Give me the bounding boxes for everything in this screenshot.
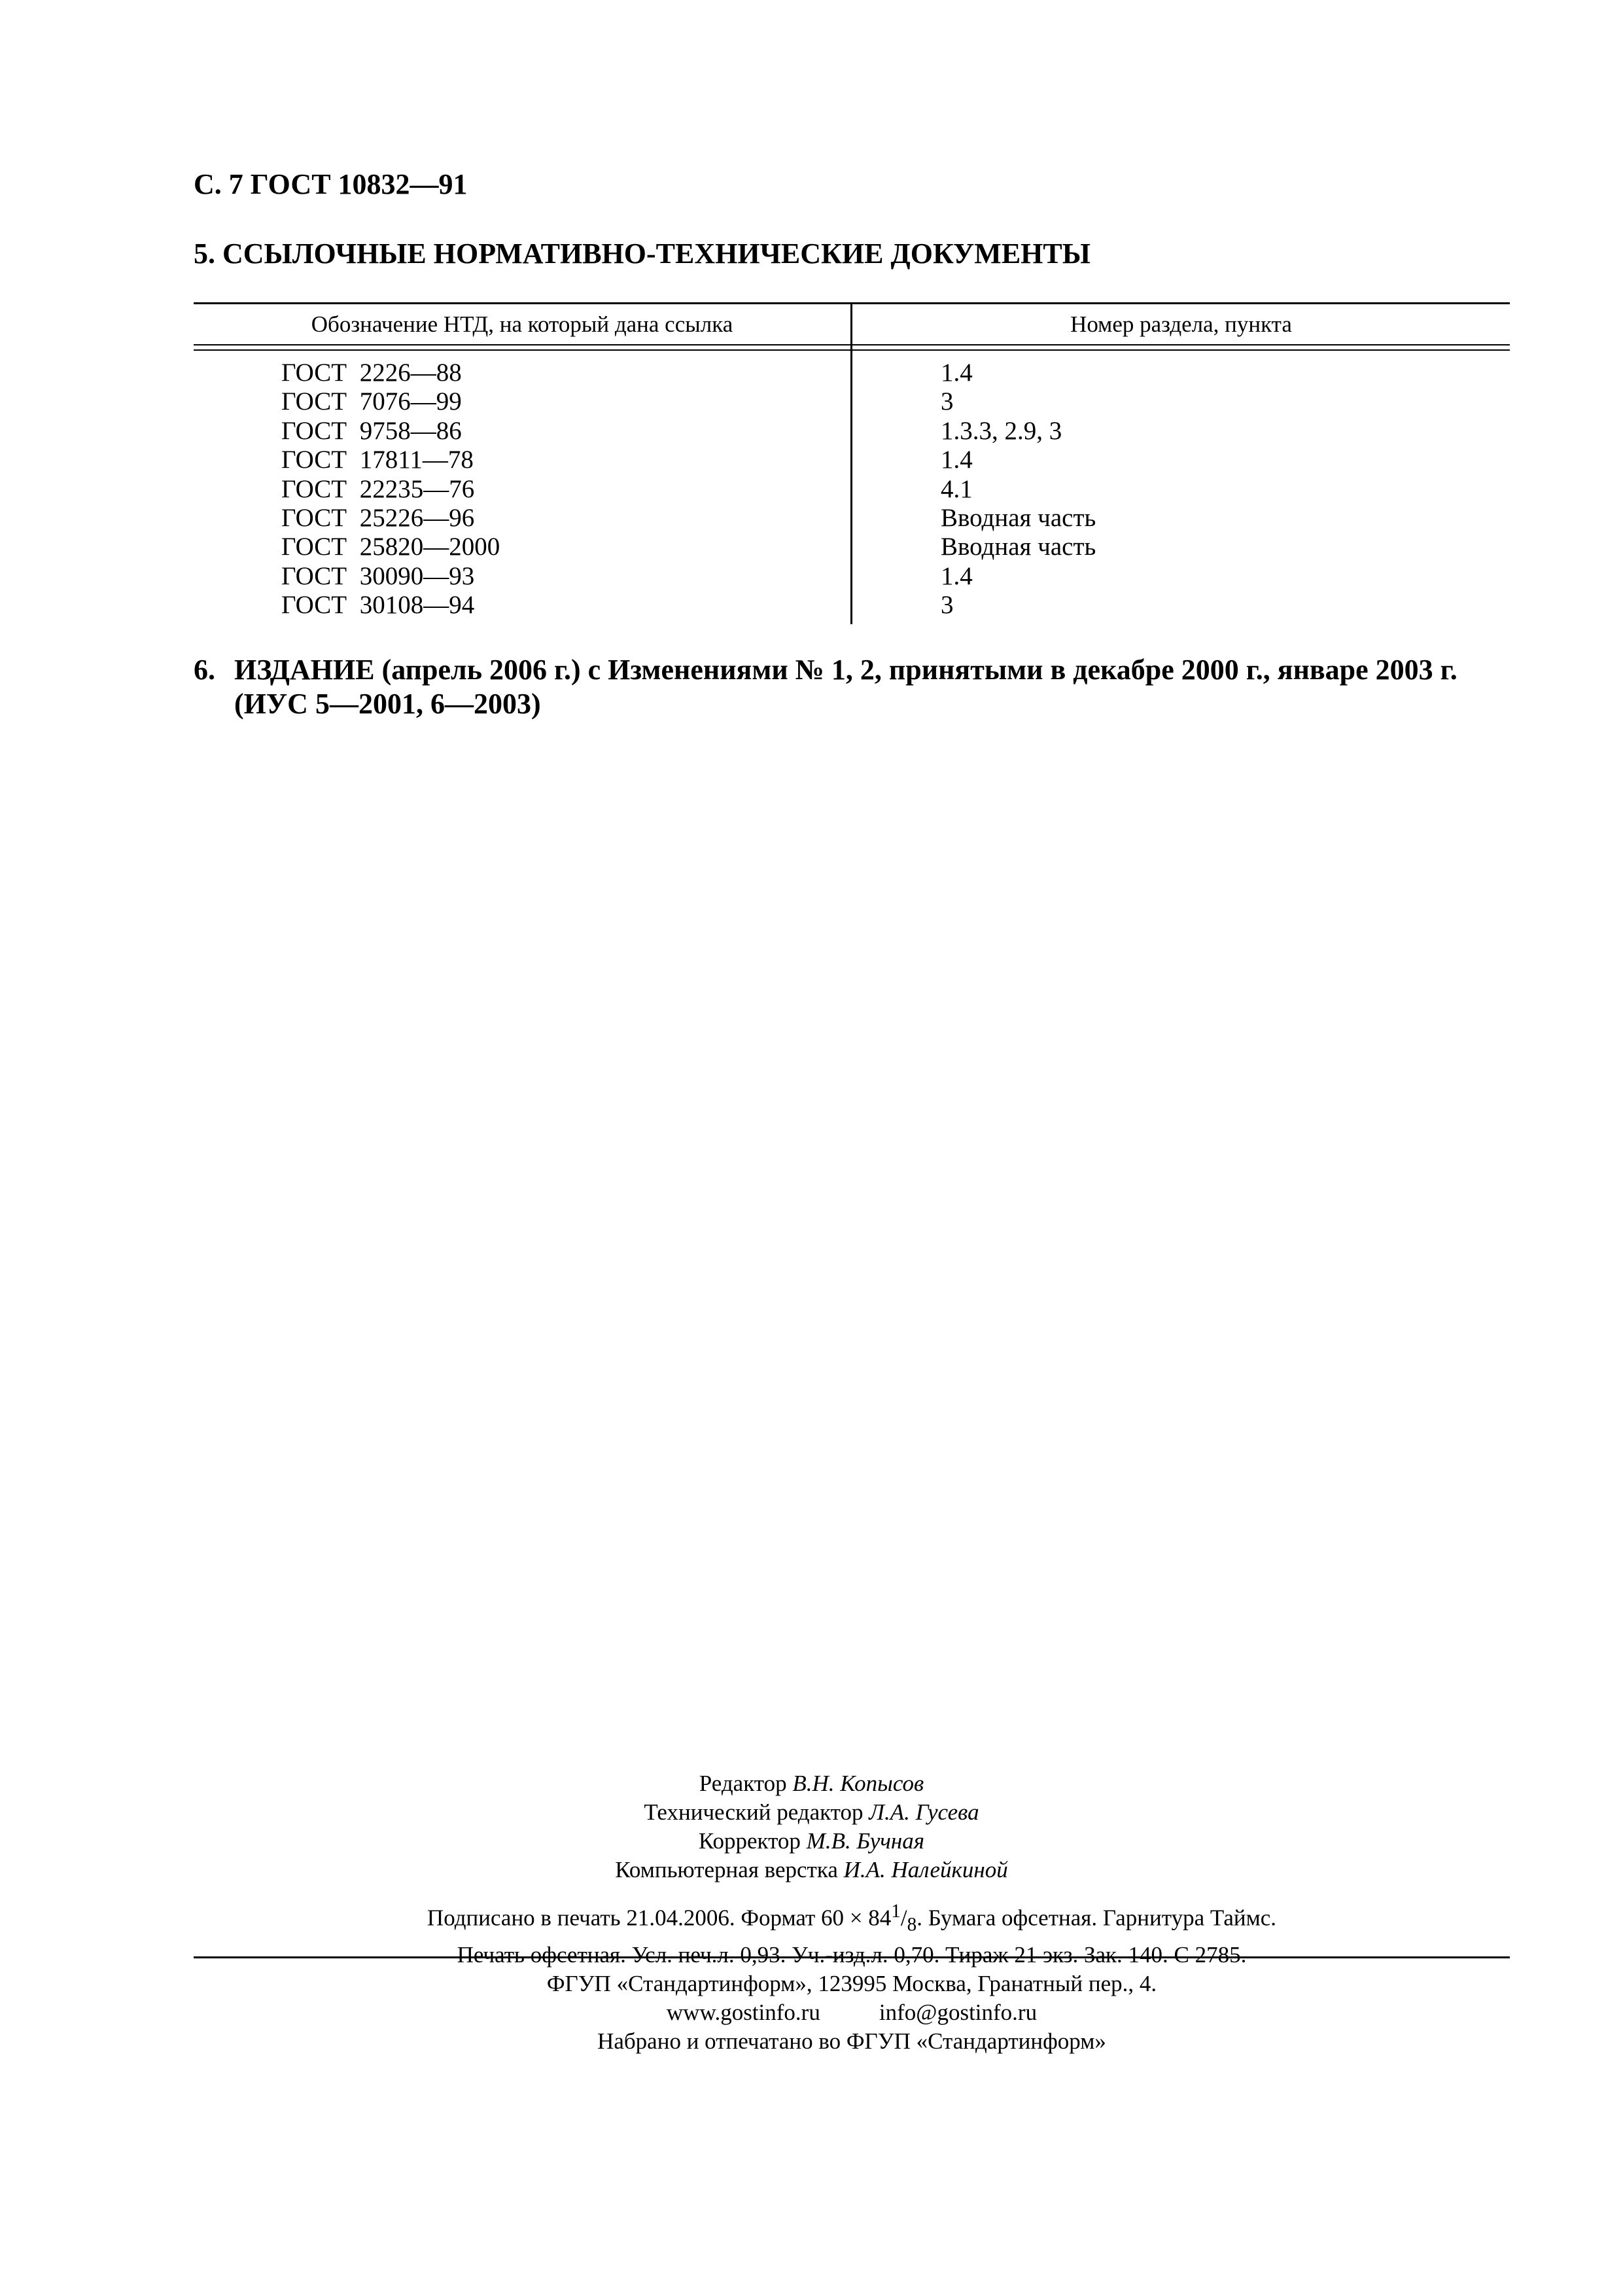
table-row (194, 359, 1510, 387)
section-reference: 1.4 (941, 359, 973, 387)
footer-rule (194, 1956, 1510, 1958)
reference-documents-table (194, 302, 1510, 624)
publisher-website[interactable]: www.gostinfo.ru (666, 2000, 820, 2025)
document-designation: ГОСТ 25820—2000 (281, 533, 500, 561)
credit-name: Л.А. Гусева (869, 1799, 979, 1825)
table-row (194, 504, 1510, 533)
print-info-line-2: Печать офсетная. Усл. печ.л. 0,93. Уч.-изд.л. 0,70. Тираж 21 экз. Зак. 140. С 2785. (457, 1941, 1247, 1968)
publisher-address: ФГУП «Стандартинформ», 123995 Москва, Гранатный пер., 4. (546, 1971, 1157, 1996)
section-reference: 4.1 (941, 474, 973, 503)
section-reference: 3 (941, 591, 954, 620)
document-designation: ГОСТ 17811—78 (281, 446, 474, 474)
section-5-title: 5. ССЫЛОЧНЫЕ НОРМАТИВНО-ТЕХНИЧЕСКИЕ ДОКУМЕНТЫ (194, 238, 1091, 270)
column-header-document: Обозначение НТД, на который дана ссылка (311, 311, 733, 337)
publisher-printed-by: Набрано и отпечатано во ФГУП «Стандартинформ» (597, 2028, 1106, 2054)
document-designation: ГОСТ 30108—94 (281, 591, 475, 620)
section-reference: Вводная часть (941, 533, 1096, 561)
credit-layout (0, 1856, 1623, 1884)
credit-name: М.В. Бучная (806, 1828, 925, 1854)
document-designation: ГОСТ 2226—88 (281, 359, 462, 387)
document-designation: ГОСТ 22235—76 (281, 474, 475, 503)
table-body (194, 359, 1510, 620)
section-reference: 3 (941, 387, 954, 416)
table-row (194, 387, 1510, 416)
section-reference: 1.4 (941, 446, 973, 474)
print-info-line-1 (194, 1896, 1510, 1940)
credit-role: Корректор (698, 1828, 801, 1854)
document-designation: ГОСТ 9758—86 (281, 416, 462, 445)
document-designation: ГОСТ 25226—96 (281, 503, 475, 532)
section-reference: 1.4 (941, 561, 973, 590)
credit-role: Технический редактор (644, 1799, 864, 1825)
section-6-text: ИЗДАНИЕ (апрель 2006 г.) с Изменениями № 1, 2, принятыми в декабре 2000 г., январе 2003 г. (ИУС 5—2001, 6—2003) (234, 654, 1457, 720)
credit-name: В.Н. Копысов (792, 1771, 924, 1796)
publisher-contacts (194, 1998, 1510, 2027)
format-fraction-denominator: 8 (907, 1914, 917, 1935)
document-designation: ГОСТ 30090—93 (281, 561, 475, 590)
section-6-number: 6. (194, 654, 215, 686)
credit-role: Редактор (699, 1771, 787, 1796)
section-reference: 1.3.3, 2.9, 3 (941, 416, 1062, 445)
section-6-edition (194, 653, 1522, 721)
credit-role: Компьютерная верстка (615, 1857, 838, 1882)
credit-proofreader (0, 1827, 1623, 1856)
table-row (194, 446, 1510, 474)
format-fraction-slash: / (900, 1905, 907, 1931)
table-row (194, 475, 1510, 504)
credit-tech-editor (0, 1798, 1623, 1827)
table-row (194, 591, 1510, 620)
document-designation: ГОСТ 7076—99 (281, 387, 462, 416)
print-paper-text: . Бумага офсетная. Гарнитура Таймс. (916, 1905, 1277, 1931)
format-fraction-numerator: 1 (891, 1901, 901, 1922)
publisher-email[interactable]: info@gostinfo.ru (879, 2000, 1038, 2025)
credit-name: И.А. Налейкиной (843, 1857, 1008, 1882)
print-format-text: Подписано в печать 21.04.2006. Формат 60 × 84 (427, 1905, 892, 1931)
print-information (194, 1896, 1510, 1970)
credit-editor (0, 1769, 1623, 1798)
column-header-section: Номер раздела, пункта (1070, 311, 1292, 337)
table-row (194, 417, 1510, 446)
page-header: С. 7 ГОСТ 10832—91 (194, 168, 468, 200)
editorial-credits (0, 1769, 1623, 1884)
table-row (194, 533, 1510, 561)
section-reference: Вводная часть (941, 503, 1096, 532)
table-row (194, 562, 1510, 591)
publisher-info (194, 1969, 1510, 2056)
